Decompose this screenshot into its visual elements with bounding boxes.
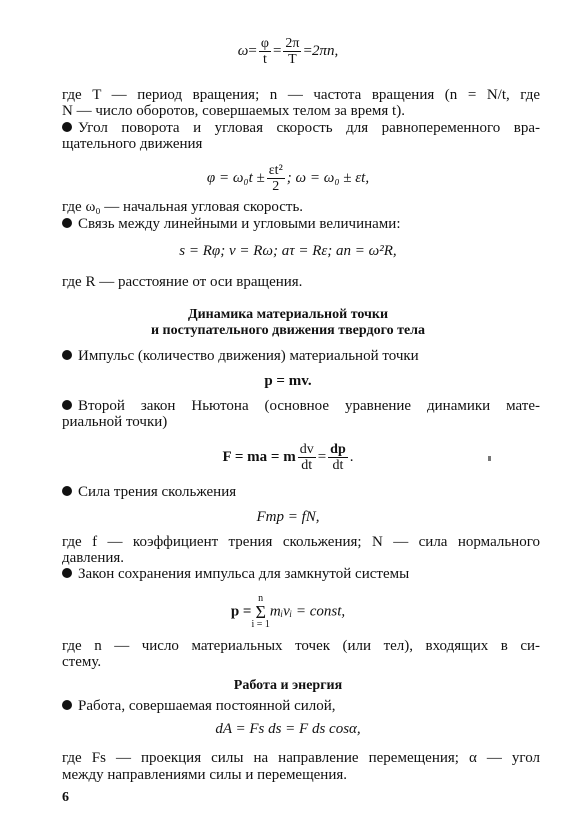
eq7-sum-sign: Σ: [255, 602, 266, 622]
equation-rotation-angle: [0, 163, 576, 194]
paragraph-6-line-2: между направлениями силы и перемещения.: [62, 767, 347, 783]
eq1-num2: 2π: [285, 36, 300, 51]
eq1-num1: φ: [260, 36, 269, 51]
bullet-icon: [62, 700, 72, 710]
equation-momentum: [0, 373, 576, 390]
eq5-den2: dt: [332, 458, 344, 473]
bullet-6-line-1: [62, 566, 540, 583]
section-heading-work-energy: Работа и энергия: [233, 678, 343, 693]
paragraph-5-line-2: стему.: [62, 654, 102, 670]
bullet-icon: [62, 568, 72, 578]
bullet-2-line-1: [62, 216, 540, 233]
page-number: 6: [62, 790, 69, 805]
bullet-icon: [62, 350, 72, 360]
paragraph-1-line-1: где T — период вращения; n — частота вращения (n = N/t, где: [62, 87, 540, 103]
eq3-text: s = Rφ; v = Rω; aτ = Rε; an = ω²R,: [179, 243, 397, 259]
eq4-text: p = mv.: [264, 373, 312, 389]
bullet-3-line-1: [62, 348, 540, 365]
bullet-7-line-1: [62, 698, 540, 715]
eq7-sum: [251, 594, 269, 630]
eq1-rhs: 2πn,: [311, 42, 339, 59]
bullet-icon: [62, 218, 72, 228]
equation-angular-velocity: ω= $\frac{\varphi}{t}$ = $\frac{2\pi}{T}$ =2πn,: [237, 36, 339, 67]
bullet-4-text: Второй закон Ньютона (основное уравнение динамики мате-: [78, 398, 540, 414]
bullet-1-line-2: щательного движения: [62, 136, 203, 152]
eq5-equals: =: [317, 448, 327, 465]
eq1-den1: t: [262, 52, 267, 67]
eq5-part1: F = ma = m: [222, 448, 296, 465]
bullet-icon: [62, 486, 72, 496]
eq1-lhs: ω: [237, 42, 249, 59]
eq5-fraction-2: [328, 442, 348, 473]
paragraph-2-line-1: где ω₀ — начальная угловая скорость.: [62, 199, 304, 215]
eq1-fraction-1: [259, 36, 271, 67]
eq5-num2: dp: [330, 442, 346, 457]
equation-linear-angular: [0, 243, 576, 260]
eq5-num1: dv: [299, 442, 314, 457]
bullet-1-text: Угол поворота и угловая скорость для равнопеременного вра-: [78, 120, 540, 136]
bullet-icon: [62, 400, 72, 410]
paragraph-6-line-1: где Fs — проекция силы на направление перемещения; α — угол: [62, 750, 540, 766]
equation-work: [0, 721, 576, 738]
paragraph-4-line-2: давления.: [62, 550, 125, 566]
bullet-icon: [62, 122, 72, 132]
paragraph-4-line-1: где f — коэффициент трения скольжения; N — сила нормального: [62, 534, 540, 550]
eq7-part2: mᵢvᵢ = const,: [269, 603, 346, 620]
bullet-3-text: Импульс (количество движения) материальной точки: [78, 348, 419, 364]
eq7-sum-bottom: i = 1: [251, 619, 270, 630]
section-heading-dynamics-2: и поступательного движения твердого тела: [150, 323, 426, 338]
scan-speck: [488, 456, 491, 461]
equation-momentum-conservation: [0, 594, 576, 630]
eq1-fraction-2: [283, 36, 301, 67]
eq5-end: .: [349, 448, 354, 465]
eq2-part2: ; ω = ω₀ ± εt,: [286, 169, 370, 186]
eq2-part1: φ = ω₀t ±: [206, 169, 265, 186]
eq5-den1: dt: [301, 458, 313, 473]
eq5-fraction-1: [298, 442, 316, 473]
paragraph-1-line-2: N — число оборотов, совершаемых телом за время t).: [62, 103, 405, 119]
equation-friction: [0, 509, 576, 526]
eq7-part1: p =: [230, 603, 252, 620]
eq2-den: 2: [272, 179, 280, 194]
bullet-7-text: Работа, совершаемая постоянной силой,: [78, 698, 336, 714]
eq8-text: dA = Fs ds = F ds cosα,: [215, 721, 361, 737]
eq1-den2: T: [288, 52, 297, 67]
bullet-4-line-1: [62, 398, 540, 415]
eq2-num: εt²: [268, 163, 283, 178]
bullet-5-line-1: [62, 484, 540, 501]
paragraph-3-line-1: где R — расстояние от оси вращения.: [62, 274, 303, 290]
eq6-text: Fтр = fN,: [256, 509, 320, 525]
bullet-4-line-2: риальной точки): [62, 414, 168, 430]
bullet-6-text: Закон сохранения импульса для замкнутой системы: [78, 566, 410, 582]
eq7-sum-top: n: [258, 593, 264, 604]
section-heading-dynamics-1: Динамика материальной точки: [187, 307, 389, 322]
bullet-5-text: Сила трения скольжения: [78, 484, 237, 500]
eq2-fraction: [267, 163, 285, 194]
bullet-1-line-1: [62, 120, 540, 137]
bullet-2-text: Связь между линейными и угловыми величинами:: [78, 216, 401, 232]
paragraph-5-line-1: где n — число материальных точек (или тел), входящих в си-: [62, 638, 540, 654]
